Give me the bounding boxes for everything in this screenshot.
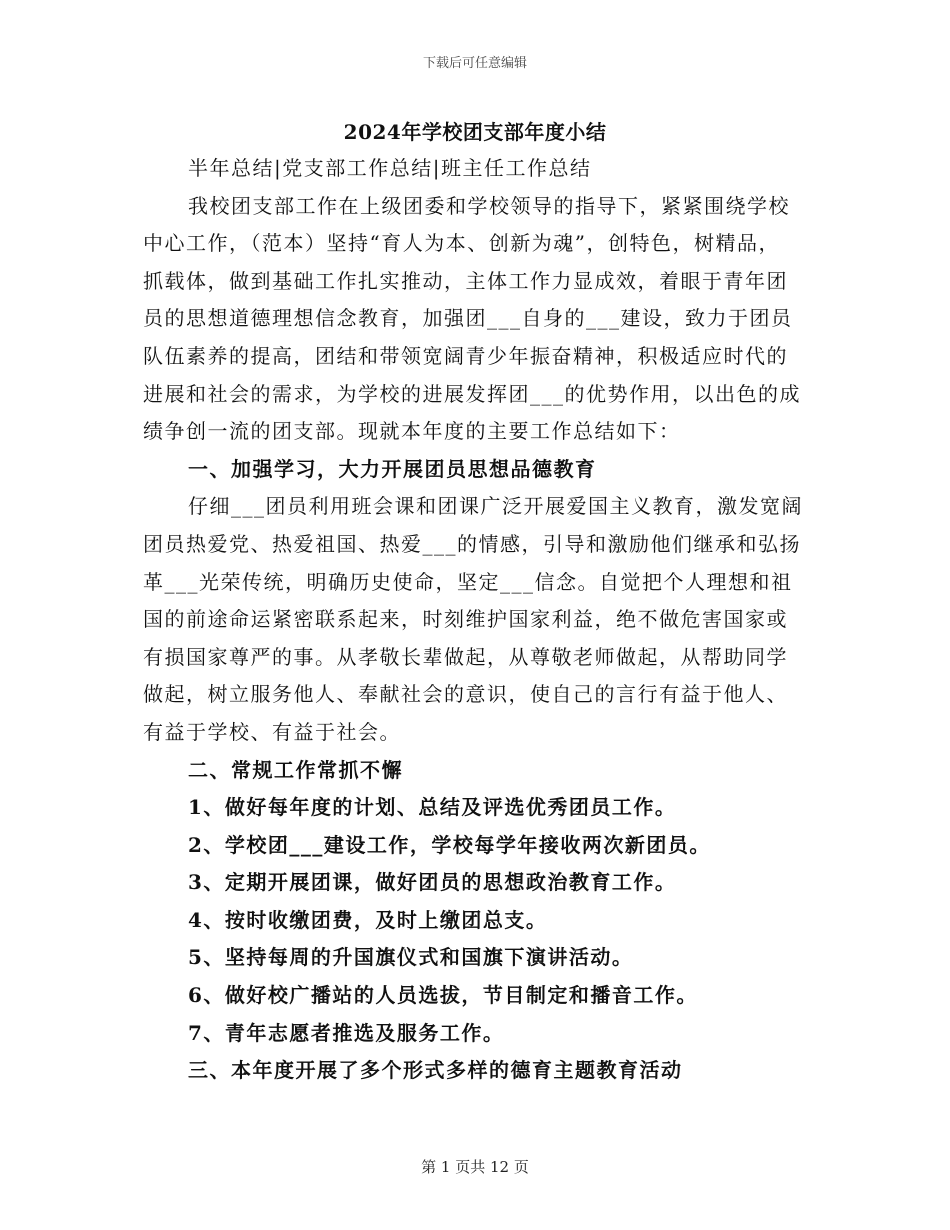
section2-list <box>143 789 808 1052</box>
list-item: 3、定期开展团课，做好团员的思想政治教育工作。 <box>188 870 677 895</box>
paragraph-line: 抓载体，做到基础工作扎实推动，主体工作力显成效，着眼于青年团 <box>143 268 788 293</box>
paragraph-line: 我校团支部工作在上级团委和学校领导的指导下，紧紧围绕学校 <box>188 193 790 218</box>
paragraph-line: 中心工作，（范本）坚持“育人为本、创新为魂”，创特色，树精品， <box>143 231 780 256</box>
paragraph-line: 员的思想道德理想信念教育，加强团___自身的___建设，致力于团员 <box>143 306 793 331</box>
section2-heading: 二、常规工作常抓不懈 <box>188 757 403 782</box>
paragraph-line: 团员热爱党、热爱祖国、热爱___的情感，引导和激励他们继承和弘扬 <box>143 531 801 556</box>
paragraph-line: 仔细___团员利用班会课和团课广泛开展爱国主义教育，激发宽阔 <box>188 494 803 519</box>
document-body <box>143 150 808 1090</box>
intro-paragraph <box>143 188 808 451</box>
document-subtitle: 半年总结|党支部工作总结|班主任工作总结 <box>188 156 592 180</box>
paragraph-line: 国的前途命运紧密联系起来，时刻维护国家利益，绝不做危害国家或 <box>143 607 788 632</box>
list-item: 6、做好校广播站的人员选拔，节目制定和播音工作。 <box>188 983 698 1008</box>
paragraph-line: 队伍素养的提高，团结和带领宽阔青少年振奋精神，积极适应时代的 <box>143 343 788 368</box>
list-item: 5、坚持每周的升国旗仪式和国旗下演讲活动。 <box>188 945 634 970</box>
paragraph-line: 有益于学校、有益于社会。 <box>143 719 401 744</box>
section1-heading: 一、加强学习，大力开展团员思想品德教育 <box>188 456 597 481</box>
page-number: 第 1 页共 12 页 <box>421 1158 529 1176</box>
paragraph-line: 进展和社会的需求，为学校的进展发挥团___的优势作用，以出色的成 <box>143 381 801 406</box>
list-item: 4、按时收缴团费，及时上缴团总支。 <box>188 907 548 932</box>
list-item: 1、做好每年度的计划、总结及评选优秀团员工作。 <box>188 795 677 820</box>
paragraph-line: 革___光荣传统，明确历史使命，坚定___信念。自觉把个人理想和祖 <box>143 569 793 594</box>
header-note: 下载后可任意编辑 <box>422 56 527 71</box>
section3-heading: 三、本年度开展了多个形式多样的德育主题教育活动 <box>188 1058 683 1083</box>
document-title: 2024年学校团支部年度小结 <box>343 120 607 144</box>
section1-paragraph <box>143 488 808 751</box>
paragraph-line: 做起，树立服务他人、奉献社会的意识，使自己的言行有益于他人、 <box>143 682 788 707</box>
list-item: 7、青年志愿者推选及服务工作。 <box>188 1020 505 1045</box>
list-item: 2、学校团___建设工作，学校每学年接收两次新团员。 <box>188 832 711 857</box>
paragraph-line: 有损国家尊严的事。从孝敬长辈做起，从尊敬老师做起，从帮助同学 <box>143 644 788 669</box>
paragraph-line: 绩争创一流的团支部。现就本年度的主要工作总结如下： <box>143 419 681 444</box>
